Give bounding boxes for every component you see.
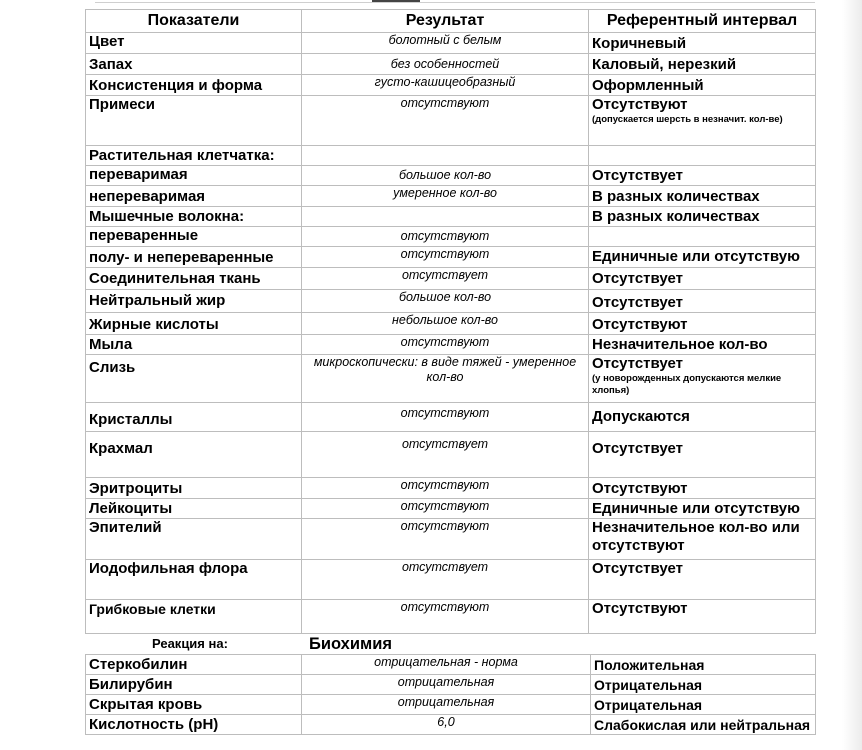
indicator-cell: Соединительная ткань bbox=[86, 268, 302, 290]
table-row bbox=[86, 655, 816, 675]
result-cell: отсутствует bbox=[302, 432, 589, 478]
result-cell: без особенностей bbox=[302, 54, 589, 75]
result-cell: большое кол-во bbox=[302, 290, 589, 313]
reference-cell: В разных количествах bbox=[589, 186, 816, 207]
table-row bbox=[86, 560, 816, 600]
indicator-cell: Кислотность (pH) bbox=[86, 715, 302, 735]
result-cell: 6,0 bbox=[302, 715, 591, 735]
page-edge-shadow bbox=[842, 0, 862, 750]
table-row bbox=[86, 166, 816, 186]
top-mark bbox=[372, 0, 420, 2]
table-row bbox=[86, 290, 816, 313]
indicator-cell: Жирные кислоты bbox=[86, 313, 302, 335]
result-cell: густо-кашицеобразный bbox=[302, 75, 589, 96]
reference-text: Отсутствуют bbox=[592, 96, 688, 113]
reference-cell: Отрицательная bbox=[591, 675, 816, 695]
indicator-cell: Крахмал bbox=[86, 432, 302, 478]
result-cell: отсутствуют bbox=[302, 519, 589, 560]
reference-cell bbox=[589, 146, 816, 166]
result-cell bbox=[302, 146, 589, 166]
result-cell: отсутствует bbox=[302, 560, 589, 600]
indicator-cell: Консистенция и форма bbox=[86, 75, 302, 96]
result-cell: отрицательная bbox=[302, 695, 591, 715]
result-cell: большое кол-во bbox=[302, 166, 589, 186]
reaction-label: Реакция на: bbox=[152, 636, 228, 651]
indicator-cell: Нейтральный жир bbox=[86, 290, 302, 313]
table-row bbox=[86, 313, 816, 335]
indicator-cell: Грибковые клетки bbox=[86, 600, 302, 634]
table-row bbox=[86, 227, 816, 247]
table-row bbox=[86, 478, 816, 499]
table-row bbox=[86, 247, 816, 268]
table-row bbox=[86, 33, 816, 54]
indicator-cell: Цвет bbox=[86, 33, 302, 54]
result-cell: отсутствуют bbox=[302, 96, 589, 146]
table-row bbox=[86, 96, 816, 146]
reference-cell: Отсутствует bbox=[589, 290, 816, 313]
reference-cell: Слабокислая или нейтральная bbox=[591, 715, 816, 735]
result-cell: отсутствуют bbox=[302, 227, 589, 247]
indicator-cell: Эпителий bbox=[86, 519, 302, 560]
reference-cell: Незначительное кол-во или отсутствуют bbox=[589, 519, 816, 560]
result-cell: отсутствуют bbox=[302, 403, 589, 432]
reference-cell: Отсутствует bbox=[589, 432, 816, 478]
reference-cell-with-note bbox=[589, 355, 816, 403]
reference-text: Отсутствует bbox=[592, 355, 684, 372]
indicator-cell: переваренные bbox=[86, 227, 302, 247]
reference-cell bbox=[589, 227, 816, 247]
indicator-cell: Запах bbox=[86, 54, 302, 75]
table-row bbox=[86, 75, 816, 96]
indicator-cell: Слизь bbox=[86, 355, 302, 403]
stool-analysis-table bbox=[85, 9, 816, 634]
reference-note: (у новорожденных допускаются мелкие хлопья) bbox=[592, 373, 782, 396]
indicator-cell: Мышечные волокна: bbox=[86, 207, 302, 227]
result-cell: отсутствуют bbox=[302, 335, 589, 355]
indicator-cell: Растительная клетчатка: bbox=[86, 146, 302, 166]
result-cell: умеренное кол-во bbox=[302, 186, 589, 207]
reference-cell: Отсутствуют bbox=[589, 600, 816, 634]
table-row bbox=[86, 355, 816, 403]
table-row bbox=[86, 600, 816, 634]
table-row bbox=[86, 335, 816, 355]
indicator-cell: Скрытая кровь bbox=[86, 695, 302, 715]
indicator-cell: Иодофильная флора bbox=[86, 560, 302, 600]
indicator-cell: непереваримая bbox=[86, 186, 302, 207]
result-cell: отсутствуют bbox=[302, 499, 589, 519]
reference-cell: Отсутствует bbox=[589, 560, 816, 600]
table-row bbox=[86, 186, 816, 207]
reference-cell: Оформленный bbox=[589, 75, 816, 96]
table-row bbox=[86, 54, 816, 75]
biochemistry-title: Биохимия bbox=[309, 635, 392, 653]
table-row bbox=[86, 519, 816, 560]
table-row bbox=[86, 268, 816, 290]
indicator-cell: Мыла bbox=[86, 335, 302, 355]
indicator-cell: Эритроциты bbox=[86, 478, 302, 499]
reference-cell: Незначительное кол-во bbox=[589, 335, 816, 355]
result-cell: отрицательная bbox=[302, 675, 591, 695]
result-cell: отсутствуют bbox=[302, 247, 589, 268]
result-cell: небольшое кол-во bbox=[302, 313, 589, 335]
indicator-cell: полу- и непереваренные bbox=[86, 247, 302, 268]
table-row bbox=[86, 432, 816, 478]
biochemistry-table bbox=[85, 654, 816, 735]
table-header-row bbox=[86, 10, 816, 33]
table-row bbox=[86, 146, 816, 166]
reference-cell-with-note bbox=[589, 96, 816, 146]
indicator-cell: Стеркобилин bbox=[86, 655, 302, 675]
reference-cell: Единичные или отсутствую bbox=[589, 247, 816, 268]
indicator-cell: Билирубин bbox=[86, 675, 302, 695]
header-reference: Референтный интервал bbox=[589, 10, 816, 33]
header-result: Результат bbox=[302, 10, 589, 33]
indicator-cell: Кристаллы bbox=[86, 403, 302, 432]
indicator-cell: Примеси bbox=[86, 96, 302, 146]
reference-cell: Единичные или отсутствую bbox=[589, 499, 816, 519]
reference-cell: Отсутствуют bbox=[589, 478, 816, 499]
reference-cell: Положительная bbox=[591, 655, 816, 675]
header-indicator: Показатели bbox=[86, 10, 302, 33]
reference-cell: Каловый, нерезкий bbox=[589, 54, 816, 75]
table-row bbox=[86, 499, 816, 519]
reference-cell: Отрицательная bbox=[591, 695, 816, 715]
indicator-cell: Лейкоциты bbox=[86, 499, 302, 519]
table-row bbox=[86, 207, 816, 227]
reference-cell: В разных количествах bbox=[589, 207, 816, 227]
result-cell: болотный с белым bbox=[302, 33, 589, 54]
reference-cell: Отсутствует bbox=[589, 166, 816, 186]
table-row bbox=[86, 715, 816, 735]
result-cell: отрицательная - норма bbox=[302, 655, 591, 675]
indicator-cell: переваримая bbox=[86, 166, 302, 186]
table-row bbox=[86, 675, 816, 695]
result-cell bbox=[302, 207, 589, 227]
reference-cell: Допускаются bbox=[589, 403, 816, 432]
reference-note: (допускается шерсть в незначит. кол-ве) bbox=[592, 114, 783, 125]
result-cell: отсутствуют bbox=[302, 600, 589, 634]
reference-cell: Коричневый bbox=[589, 33, 816, 54]
result-cell: микроскопически: в виде тяжей - умеренное кол-во bbox=[302, 355, 589, 403]
top-divider bbox=[95, 2, 815, 3]
reference-cell: Отсутствует bbox=[589, 268, 816, 290]
result-cell: отсутствуют bbox=[302, 478, 589, 499]
reference-cell: Отсутствуют bbox=[589, 313, 816, 335]
table-row bbox=[86, 695, 816, 715]
table-row bbox=[86, 403, 816, 432]
result-cell: отсутствует bbox=[302, 268, 589, 290]
